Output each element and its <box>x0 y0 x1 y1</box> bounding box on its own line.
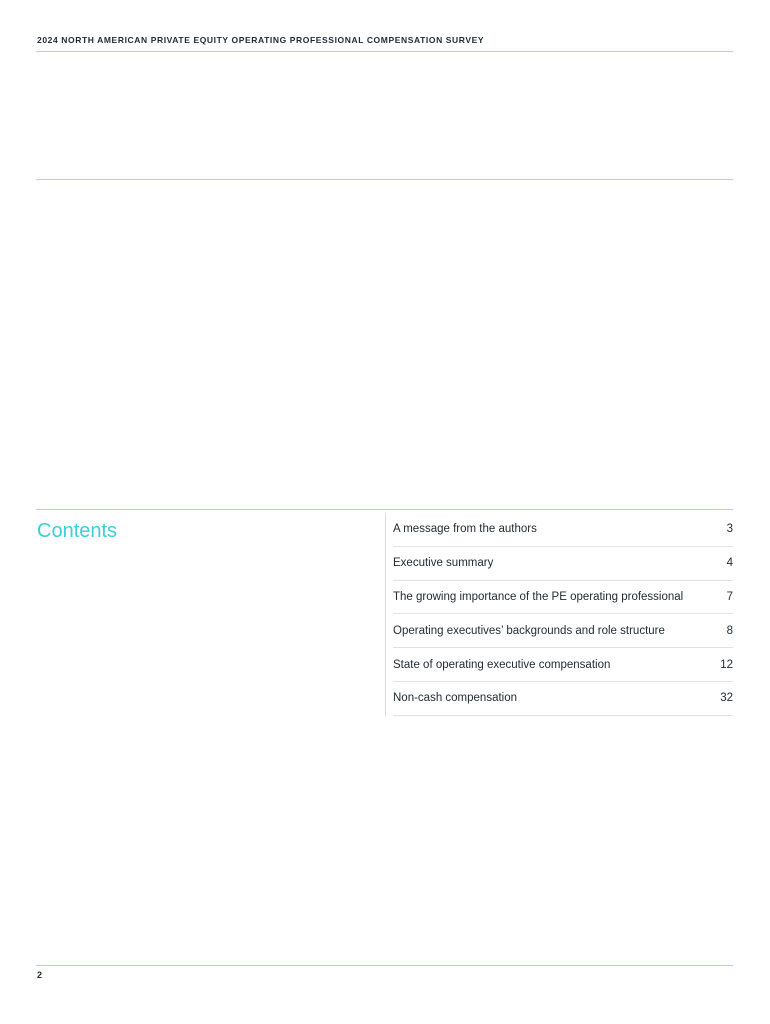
toc-item-backgrounds-role-structure[interactable] <box>393 614 733 648</box>
footer-divider <box>36 965 733 966</box>
toc-item-label: Operating executives’ backgrounds and role structure <box>393 624 665 637</box>
toc-item-label: State of operating executive compensation <box>393 658 611 671</box>
contents-divider <box>36 509 733 510</box>
toc-item-non-cash-compensation[interactable] <box>393 682 733 716</box>
contents-heading: Contents <box>37 520 118 542</box>
toc-item-label: A message from the authors <box>393 523 537 536</box>
toc-item-page: 3 <box>726 523 733 536</box>
page-number: 2 <box>37 970 43 980</box>
toc-item-state-of-compensation[interactable] <box>393 648 733 682</box>
toc-item-page: 4 <box>726 557 733 570</box>
toc-item-label: The growing importance of the PE operating professional <box>393 590 684 603</box>
toc-item-page: 8 <box>726 624 733 637</box>
toc-item-label: Executive summary <box>393 557 494 570</box>
table-of-contents <box>385 513 733 716</box>
toc-item-page: 32 <box>720 692 733 705</box>
toc-item-message-from-authors[interactable] <box>393 513 733 547</box>
toc-item-growing-importance[interactable] <box>393 581 733 615</box>
section-divider <box>36 179 733 180</box>
document-header-title: 2024 NORTH AMERICAN PRIVATE EQUITY OPERATING PROFESSIONAL COMPENSATION SURVEY <box>37 35 485 45</box>
header-divider <box>36 51 733 52</box>
toc-item-page: 12 <box>720 658 733 671</box>
toc-item-label: Non-cash compensation <box>393 692 518 705</box>
toc-item-executive-summary[interactable] <box>393 547 733 581</box>
toc-item-page: 7 <box>726 590 733 603</box>
